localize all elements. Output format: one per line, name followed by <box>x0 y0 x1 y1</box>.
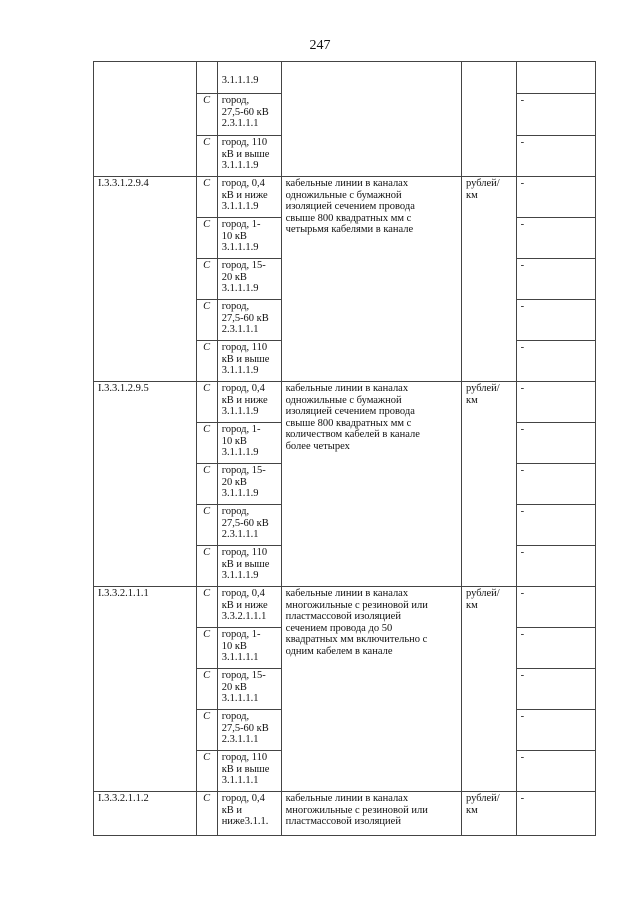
unit-cell <box>461 62 516 177</box>
cell-line: город, <box>221 301 250 312</box>
code-cell <box>94 62 197 177</box>
table-row <box>94 792 596 836</box>
cell-line: кВ и ниже <box>221 189 268 201</box>
cell-line: 3.1.1.1.9 <box>221 570 259 581</box>
cell-line: 2.3.1.1.1 <box>221 324 259 335</box>
category-cell: С <box>197 218 218 259</box>
cell-line: 27,5-60 кВ <box>221 722 269 734</box>
cell-line: пластмассовой изоляцией <box>285 816 401 827</box>
value-cell: - <box>516 792 595 836</box>
cell-line: город, 15- <box>221 465 266 476</box>
cell-line: 10 кВ <box>221 435 247 447</box>
value-cell: - <box>516 218 595 259</box>
category-cell: С <box>197 94 218 136</box>
category-cell: С <box>197 505 218 546</box>
cell-line: ниже3.1.1. <box>221 816 269 827</box>
value-cell: - <box>516 423 595 464</box>
cell-line: пластмассовой изоляцией <box>285 611 401 622</box>
table-row <box>94 177 596 218</box>
category-cell: С <box>197 136 218 177</box>
value-cell: - <box>516 136 595 177</box>
table-body <box>94 62 596 836</box>
description-cell <box>281 62 461 177</box>
cell-line: 3.1.1.1.9 <box>221 488 259 499</box>
category-cell: С <box>197 423 218 464</box>
table-row <box>94 62 596 94</box>
cell-line: 2.3.1.1.1 <box>221 118 259 129</box>
value-cell: - <box>516 259 595 300</box>
description-cell <box>281 587 461 792</box>
class-cell <box>217 94 281 136</box>
value-cell: - <box>516 464 595 505</box>
class-cell <box>217 587 281 628</box>
cell-line: кВ и выше <box>221 353 270 365</box>
cell-line: 3.3.2.1.1.1 <box>221 611 267 622</box>
cell-line: 27,5-60 кВ <box>221 312 269 324</box>
category-cell: С <box>197 710 218 751</box>
class-cell <box>217 300 281 341</box>
class-cell <box>217 710 281 751</box>
cell-line: одним кабелем в канале <box>285 645 393 657</box>
unit-cell <box>461 177 516 382</box>
class-cell <box>217 628 281 669</box>
cell-line: город, 0,4 <box>221 383 265 394</box>
category-cell: С <box>197 587 218 628</box>
cell-line: город, 15- <box>221 260 266 271</box>
category-cell: С <box>197 628 218 669</box>
category-cell: С <box>197 259 218 300</box>
cell-line: 3.1.1.1.1 <box>221 775 259 786</box>
value-cell: - <box>516 669 595 710</box>
cell-line: кВ и выше <box>221 148 270 160</box>
cell-line: км <box>465 189 478 201</box>
cell-line: 3.1.1.1.9 <box>221 406 259 417</box>
cell-line: 20 кВ <box>221 476 247 488</box>
class-cell <box>217 136 281 177</box>
cell-line: кВ и выше <box>221 558 270 570</box>
unit-cell <box>461 382 516 587</box>
category-cell: С <box>197 464 218 505</box>
page-number: 247 <box>309 38 331 53</box>
class-cell <box>217 62 281 94</box>
value-cell: - <box>516 382 595 423</box>
cell-line: кабельные линии в каналах <box>285 178 409 189</box>
class-cell <box>217 341 281 382</box>
cell-line: 10 кВ <box>221 640 247 652</box>
cell-line: кВ и <box>221 804 243 816</box>
tariff-table <box>93 61 596 836</box>
cell-line: 27,5-60 кВ <box>221 106 269 118</box>
class-cell <box>217 505 281 546</box>
category-cell: С <box>197 669 218 710</box>
cell-line: четырьмя кабелями в канале <box>285 224 414 235</box>
cell-line: 2.3.1.1.1 <box>221 529 259 540</box>
table-row <box>94 587 596 628</box>
cell-line: город, 110 <box>221 137 268 148</box>
cell-line: многожильные с резиновой или <box>285 599 428 611</box>
description-cell <box>281 382 461 587</box>
cell-line: город, 0,4 <box>221 793 265 804</box>
value-cell: - <box>516 587 595 628</box>
category-cell: С <box>197 300 218 341</box>
cell-line: город, 1- <box>221 629 261 640</box>
cell-line: 3.1.1.1.9 <box>221 160 259 171</box>
value-cell: - <box>516 751 595 792</box>
cell-line: 3.1.1.1.9 <box>221 74 259 86</box>
cell-line: кВ и ниже <box>221 599 268 611</box>
table-row <box>94 382 596 423</box>
cell-line: город, 15- <box>221 670 266 681</box>
value-cell: - <box>516 94 595 136</box>
category-cell: С <box>197 341 218 382</box>
cell-line: 3.1.1.1.9 <box>221 365 259 376</box>
cell-line: город, <box>221 506 250 517</box>
class-cell <box>217 259 281 300</box>
code-cell: I.3.3.1.2.9.4 <box>94 177 197 382</box>
class-cell <box>217 792 281 836</box>
cell-line: город, 0,4 <box>221 588 265 599</box>
value-cell: - <box>516 710 595 751</box>
class-cell <box>217 751 281 792</box>
unit-cell <box>461 587 516 792</box>
value-cell: - <box>516 300 595 341</box>
cell-line: рублей/ <box>465 588 500 599</box>
cell-line: свыше 800 квадратных мм с <box>285 417 412 429</box>
cell-line: 3.1.1.1.9 <box>221 201 259 212</box>
cell-line: 20 кВ <box>221 681 247 693</box>
description-cell <box>281 792 461 836</box>
cell-line: количеством кабелей в канале <box>285 429 420 440</box>
cell-line: 10 кВ <box>221 230 247 242</box>
cell-line: свыше 800 квадратных мм с <box>285 212 412 224</box>
code-cell: I.3.3.1.2.9.5 <box>94 382 197 587</box>
cell-line: кВ и ниже <box>221 394 268 406</box>
cell-line: город, 0,4 <box>221 178 265 189</box>
cell-line: одножильные с бумажной <box>285 189 402 201</box>
code-cell: I.3.3.2.1.1.2 <box>94 792 197 836</box>
cell-line: изоляцией сечением провода <box>285 201 415 212</box>
category-cell: С <box>197 382 218 423</box>
cell-line: многожильные с резиновой или <box>285 804 428 816</box>
cell-line: одножильные с бумажной <box>285 394 402 406</box>
value-cell: - <box>516 177 595 218</box>
category-cell: С <box>197 751 218 792</box>
cell-line: рублей/ <box>465 178 500 189</box>
cell-line: 2.3.1.1.1 <box>221 734 259 745</box>
class-cell <box>217 464 281 505</box>
value-cell <box>516 62 595 94</box>
cell-line: город, <box>221 711 250 722</box>
cell-line: 3.1.1.1.9 <box>221 283 259 294</box>
category-cell: С <box>197 177 218 218</box>
cell-line: 3.1.1.1.1 <box>221 652 259 663</box>
category-cell: С <box>197 792 218 836</box>
value-cell: - <box>516 628 595 669</box>
cell-line: рублей/ <box>465 383 500 394</box>
class-cell <box>217 423 281 464</box>
code-cell: I.3.3.2.1.1.1 <box>94 587 197 792</box>
description-cell <box>281 177 461 382</box>
cell-line: город, 110 <box>221 752 268 763</box>
value-cell: - <box>516 341 595 382</box>
cell-line: рублей/ <box>465 793 500 804</box>
cell-line: 3.1.1.1.1 <box>221 693 259 704</box>
cell-line: км <box>465 599 478 611</box>
cell-line: 3.1.1.1.9 <box>221 447 259 458</box>
cell-line: км <box>465 394 478 406</box>
class-cell <box>217 546 281 587</box>
unit-cell <box>461 792 516 836</box>
cell-line: квадратных мм включительно с <box>285 634 428 645</box>
class-cell <box>217 218 281 259</box>
value-cell: - <box>516 546 595 587</box>
cell-line: более четырех <box>285 440 350 452</box>
cell-line: кабельные линии в каналах <box>285 383 409 394</box>
class-cell <box>217 177 281 218</box>
cell-line: кабельные линии в каналах <box>285 588 409 599</box>
cell-line: город, 1- <box>221 219 261 230</box>
class-cell <box>217 382 281 423</box>
category-cell <box>197 62 218 94</box>
cell-line <box>222 63 278 75</box>
cell-line: город, 1- <box>221 424 261 435</box>
category-cell: С <box>197 546 218 587</box>
cell-line: город, <box>221 95 250 106</box>
cell-line: изоляцией сечением провода <box>285 406 415 417</box>
cell-line: 3.1.1.1.9 <box>221 242 259 253</box>
cell-line: 27,5-60 кВ <box>221 517 269 529</box>
value-cell: - <box>516 505 595 546</box>
cell-line: город, 110 <box>221 547 268 558</box>
cell-line: кВ и выше <box>221 763 270 775</box>
class-cell <box>217 669 281 710</box>
cell-line: город, 110 <box>221 342 268 353</box>
cell-line: сечением провода до 50 <box>285 622 393 634</box>
cell-line: 20 кВ <box>221 271 247 283</box>
cell-line: кабельные линии в каналах <box>285 793 409 804</box>
cell-line: км <box>465 804 478 816</box>
